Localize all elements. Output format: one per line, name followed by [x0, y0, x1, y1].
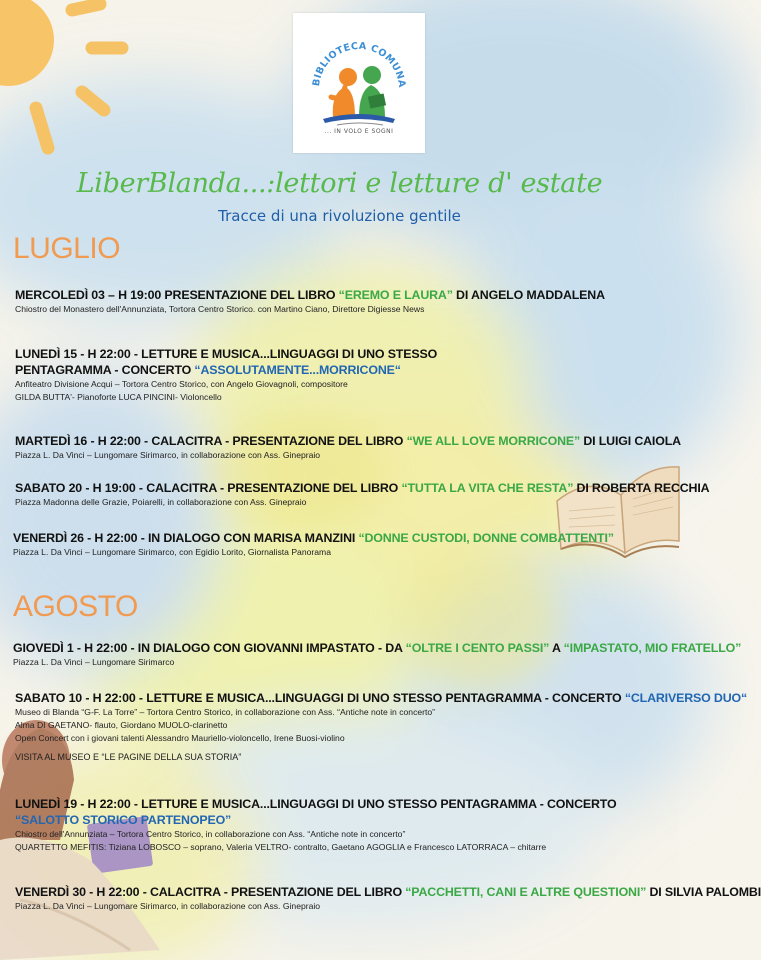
- library-logo: [293, 13, 425, 153]
- event-detail: Piazza L. Da Vinci – Lungomare Sirimarco: [13, 657, 175, 667]
- month-heading-august: AGOSTO: [13, 590, 138, 623]
- event-detail: Piazza L. Da Vinci – Lungomare Sirimarco, in collaborazione con Ass. Ginepraio: [15, 450, 321, 460]
- event-detail: VISITA AL MUSEO E “LE PAGINE DELLA SUA STORIA”: [15, 752, 242, 762]
- event-detail: Piazza L. Da Vinci – Lungomare Sirimarco, con Egidio Lorito, Giornalista Panorama: [13, 547, 331, 557]
- page-subtitle: Tracce di una rivoluzione gentile: [218, 207, 461, 225]
- event-detail: Chiostro del Monastero dell'Annunziata, Tortora Centro Storico. con Martino Ciano, Direttore Digiesse News: [15, 304, 425, 314]
- logo-subtext: ... IN VOLO E SOGNI: [324, 128, 394, 135]
- event-heading: LUNEDÌ 15 - H 22:00 - LETTURE E MUSICA...LINGUAGGI DI UNO STESSO PENTAGRAMMA - CONCERTO “ASSOLUTAMENTE...MORRICONE“: [15, 347, 438, 377]
- event-item: [15, 884, 761, 913]
- event-detail: Open Concert con i giovani talenti Alessandro Mauriello-violoncello, Irene Buosi-violino: [15, 733, 345, 743]
- logo-arc-text: BIBLIOTECA COMUNA: [310, 40, 408, 89]
- event-detail: Piazza Madonna delle Grazie, Poiarelli, in collaborazione con Ass. Ginepraio: [15, 497, 307, 507]
- event-detail: Anfiteatro Divisione Acqui – Tortora Centro Storico, con Angelo Giovagnoli, compositore: [15, 379, 348, 389]
- event-heading: SABATO 20 - H 19:00 - CALACITRA - PRESENTAZIONE DEL LIBRO “TUTTA LA VITA CHE RESTA” DI ROBERTA RECCHIA: [15, 481, 710, 495]
- event-item: [15, 480, 710, 509]
- event-item: [15, 433, 681, 462]
- event-heading: SABATO 10 - H 22:00 - LETTURE E MUSICA...LINGUAGGI DI UNO STESSO PENTAGRAMMA - CONCERTO “CLARIVERSO DUO“: [15, 691, 748, 705]
- event-heading: VENERDÌ 26 - H 22:00 - IN DIALOGO CON MARISA MANZINI “DONNE CUSTODI, DONNE COMBATTENTI”: [13, 531, 614, 545]
- event-heading: MARTEDÌ 16 - H 22:00 - CALACITRA - PRESENTAZIONE DEL LIBRO “WE ALL LOVE MORRICONE” DI LUIGI CAIOLA: [15, 434, 681, 448]
- event-item: [15, 796, 665, 854]
- event-detail: GILDA BUTTA'- Pianoforte LUCA PINCINI- Violoncello: [15, 392, 222, 402]
- event-item: [13, 530, 663, 559]
- event-item: [15, 346, 665, 404]
- event-heading: GIOVEDÌ 1 - H 22:00 - IN DIALOGO CON GIOVANNI IMPASTATO - DA “OLTRE I CENTO PASSI” A “IMPASTATO, MIO FRATELLO”: [13, 641, 742, 655]
- event-item: [15, 287, 665, 316]
- event-detail: Museo di Blanda “G-F. La Torre” – Tortora Centro Storico, in collaborazione con Ass. “Antiche note in concerto”: [15, 707, 436, 717]
- event-heading: LUNEDÌ 19 - H 22:00 - LETTURE E MUSICA...LINGUAGGI DI UNO STESSO PENTAGRAMMA - CONCERTO “SALOTTO STORICO PARTENOPEO”: [15, 797, 617, 827]
- event-detail: Chiostro dell'Annunziata – Tortora Centro Storico, in collaborazione con Ass. “Antiche note in concerto”: [15, 829, 406, 839]
- sun-icon: [0, 0, 140, 170]
- month-heading-july: LUGLIO: [13, 232, 121, 265]
- event-heading: VENERDÌ 30 - H 22:00 - CALACITRA - PRESENTAZIONE DEL LIBRO “PACCHETTI, CANI E ALTRE QUESTIONI” DI SILVIA PALOMBI: [15, 885, 761, 899]
- event-detail: Alma DI GAETANO- flauto, Giordano MUOLO-clarinetto: [15, 720, 228, 730]
- event-detail: QUARTETTO MEFITIS: Tiziana LOBOSCO – soprano, Valeria VELTRO- contralto, Gaetano AGOGLIA e Francesco LATORRACA – chitarre: [15, 842, 547, 852]
- event-item: [15, 690, 748, 764]
- page-title: LiberBlanda...:lettori e letture d' estate: [76, 168, 603, 199]
- event-heading: MERCOLEDÌ 03 – H 19:00 PRESENTAZIONE DEL LIBRO “EREMO E LAURA” DI ANGELO MADDALENA: [15, 288, 605, 302]
- event-item: [13, 640, 742, 669]
- event-detail: Piazza L. Da Vinci – Lungomare Sirimarco, in collaborazione con Ass. Ginepraio: [15, 901, 321, 911]
